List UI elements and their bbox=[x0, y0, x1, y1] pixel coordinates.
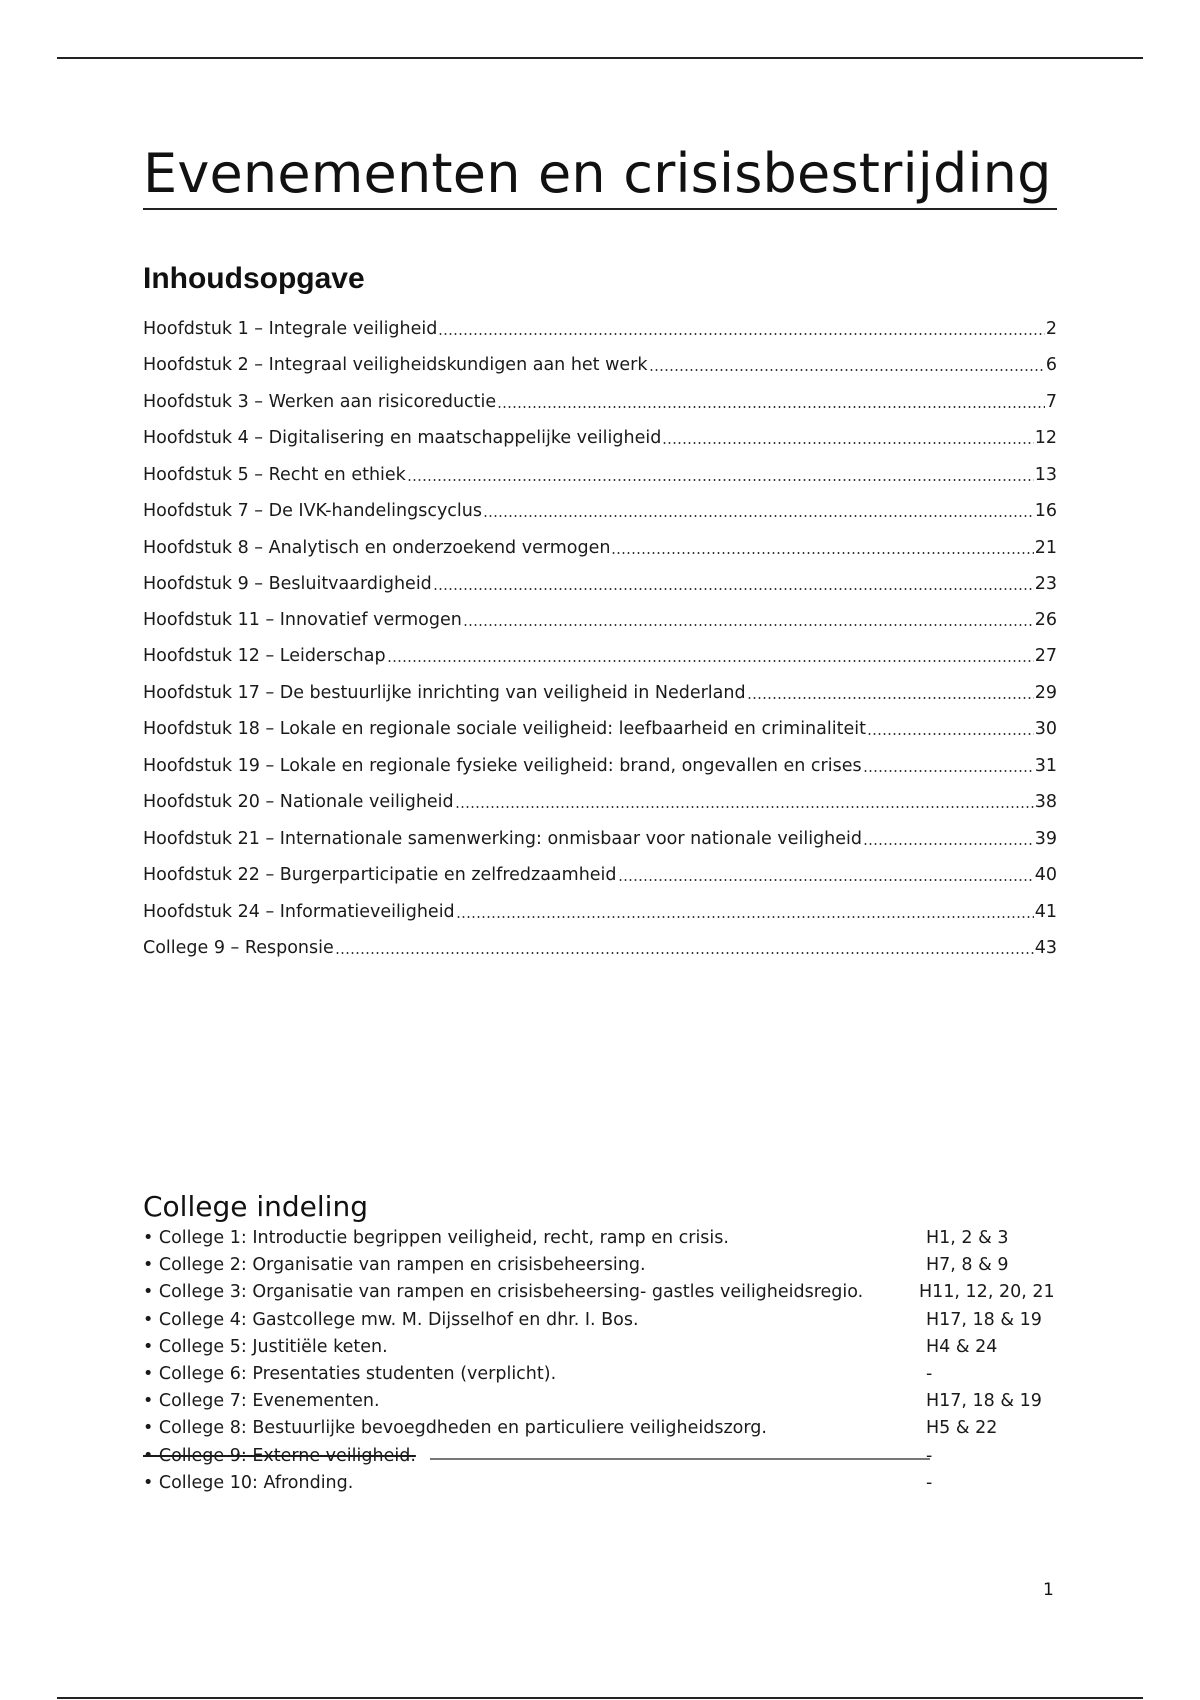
college-item-text: • College 8: Bestuurlijke bevoegdheden en particuliere veiligheidszorg. bbox=[143, 1418, 767, 1439]
college-item bbox=[143, 1473, 1057, 1499]
toc-dot-leader bbox=[456, 916, 1034, 918]
toc-entry-label: College 9 – Responsie bbox=[143, 938, 334, 958]
college-item-text: • College 7: Evenementen. bbox=[143, 1391, 380, 1412]
toc-entry[interactable] bbox=[143, 495, 1057, 521]
college-item-text: • College 1: Introductie begrippen veiligheid, recht, ramp en crisis. bbox=[143, 1228, 729, 1248]
toc-dot-leader bbox=[863, 843, 1034, 845]
toc-entry-page: 6 bbox=[1045, 355, 1057, 375]
toc-entry-label: Hoofdstuk 20 – Nationale veiligheid bbox=[143, 792, 454, 812]
toc-entry[interactable] bbox=[143, 896, 1057, 922]
toc-entry-page: 27 bbox=[1034, 646, 1057, 666]
toc-dot-leader bbox=[335, 952, 1034, 954]
toc-dot-leader bbox=[649, 369, 1045, 371]
toc-entry-page: 2 bbox=[1045, 319, 1057, 339]
college-item-text: • College 2: Organisatie van rampen en crisisbeheersing. bbox=[143, 1255, 646, 1276]
toc-entry-page: 41 bbox=[1034, 902, 1057, 922]
toc-entry-page: 29 bbox=[1034, 683, 1057, 703]
toc-entry[interactable] bbox=[143, 422, 1057, 448]
toc-dot-leader bbox=[387, 660, 1034, 662]
college-item bbox=[143, 1310, 1057, 1336]
toc-entry[interactable] bbox=[143, 640, 1057, 666]
toc-entry-page: 21 bbox=[1034, 538, 1057, 558]
toc-entry[interactable] bbox=[143, 568, 1057, 594]
document-title: Evenementen en crisisbestrijding bbox=[143, 142, 1057, 210]
college-item-chapters: H7, 8 & 9 bbox=[926, 1255, 1009, 1276]
college-item-text: • College 3: Organisatie van rampen en crisisbeheersing- gastles veiligheidsregio. bbox=[143, 1282, 864, 1303]
toc-entry-page: 23 bbox=[1034, 574, 1057, 594]
toc-dot-leader bbox=[438, 333, 1044, 335]
college-item bbox=[143, 1446, 1057, 1472]
toc-entry-label: Hoofdstuk 18 – Lokale en regionale sociale veiligheid: leefbaarheid en criminaliteit bbox=[143, 719, 866, 739]
college-heading: College indeling bbox=[143, 1190, 368, 1223]
college-item bbox=[143, 1418, 1057, 1444]
toc-entry-page: 38 bbox=[1034, 792, 1057, 812]
college-item-text: • College 5: Justitiële keten. bbox=[143, 1336, 388, 1357]
toc-dot-leader bbox=[407, 479, 1034, 481]
toc-entry[interactable] bbox=[143, 386, 1057, 412]
college-item bbox=[143, 1228, 1057, 1254]
toc-dot-leader bbox=[497, 406, 1045, 408]
college-item-chapters: H5 & 22 bbox=[926, 1418, 998, 1439]
college-item-text: • College 6: Presentaties studenten (verplicht). bbox=[143, 1364, 557, 1384]
toc-entry-label: Hoofdstuk 1 – Integrale veiligheid bbox=[143, 319, 438, 339]
footer-rule bbox=[57, 1697, 1143, 1699]
toc-dot-leader bbox=[747, 697, 1034, 699]
toc-entry[interactable] bbox=[143, 313, 1057, 339]
toc-entry[interactable] bbox=[143, 349, 1057, 375]
toc-entry-page: 30 bbox=[1034, 719, 1057, 739]
toc-entry[interactable] bbox=[143, 532, 1057, 558]
college-item bbox=[143, 1255, 1057, 1281]
college-item-chapters: - bbox=[926, 1364, 933, 1384]
toc-dot-leader bbox=[611, 552, 1033, 554]
college-item bbox=[143, 1364, 1057, 1390]
toc-entry[interactable] bbox=[143, 859, 1057, 885]
toc-dot-leader bbox=[863, 770, 1034, 772]
toc-entry-label: Hoofdstuk 17 – De bestuurlijke inrichting van veiligheid in Nederland bbox=[143, 683, 746, 703]
toc-entry-page: 26 bbox=[1034, 610, 1057, 630]
toc-entry-label: Hoofdstuk 7 – De IVK-handelingscyclus bbox=[143, 501, 483, 521]
college-item-chapters: H17, 18 & 19 bbox=[926, 1391, 1042, 1412]
toc-entry-label: Hoofdstuk 2 – Integraal veiligheidskundigen aan het werk bbox=[143, 355, 648, 375]
toc-entry-label: Hoofdstuk 22 – Burgerparticipatie en zelfredzaamheid bbox=[143, 865, 617, 885]
toc-entry-page: 39 bbox=[1034, 829, 1057, 849]
toc-entry-label: Hoofdstuk 8 – Analytisch en onderzoekend vermogen bbox=[143, 538, 611, 558]
toc-entry[interactable] bbox=[143, 786, 1057, 812]
toc-entry-label: Hoofdstuk 5 – Recht en ethiek bbox=[143, 465, 406, 485]
toc-entry-label: Hoofdstuk 11 – Innovatief vermogen bbox=[143, 610, 462, 630]
toc-heading: Inhoudsopgave bbox=[143, 262, 365, 295]
toc-entry[interactable] bbox=[143, 677, 1057, 703]
toc-entry-page: 40 bbox=[1034, 865, 1057, 885]
toc-entry-label: Hoofdstuk 4 – Digitalisering en maatschappelijke veiligheid bbox=[143, 428, 662, 448]
toc-dot-leader bbox=[662, 442, 1033, 444]
college-item-chapters: - bbox=[926, 1472, 933, 1493]
college-item bbox=[143, 1282, 1057, 1308]
toc-entry-label: Hoofdstuk 24 – Informatieveiligheid bbox=[143, 902, 455, 922]
college-item-text: • College 9: Externe veiligheid. bbox=[143, 1445, 416, 1466]
college-item-chapters: H4 & 24 bbox=[926, 1336, 998, 1357]
page-number: 1 bbox=[1043, 1580, 1054, 1600]
toc-entry-label: Hoofdstuk 21 – Internationale samenwerking: onmisbaar voor nationale veiligheid bbox=[143, 829, 863, 849]
toc-entry[interactable] bbox=[143, 823, 1057, 849]
toc-entry-page: 13 bbox=[1034, 465, 1057, 485]
toc-entry-page: 16 bbox=[1034, 501, 1057, 521]
toc-dot-leader bbox=[483, 515, 1034, 517]
toc-entry[interactable] bbox=[143, 713, 1057, 739]
toc-dot-leader bbox=[455, 806, 1034, 808]
college-item-chapters: - bbox=[926, 1445, 933, 1466]
toc-entry-label: Hoofdstuk 19 – Lokale en regionale fysieke veiligheid: brand, ongevallen en crises bbox=[143, 756, 862, 776]
toc-entry-page: 7 bbox=[1045, 392, 1057, 412]
toc-entry-page: 12 bbox=[1034, 428, 1057, 448]
strikethrough-line bbox=[430, 1458, 930, 1460]
college-item-text: • College 4: Gastcollege mw. M. Dijsselhof en dhr. I. Bos. bbox=[143, 1309, 639, 1330]
toc-entry-label: Hoofdstuk 12 – Leiderschap bbox=[143, 646, 386, 666]
toc-entry-label: Hoofdstuk 9 – Besluitvaardigheid bbox=[143, 574, 432, 594]
toc-entry[interactable] bbox=[143, 932, 1057, 958]
toc-entry-label: Hoofdstuk 3 – Werken aan risicoreductie bbox=[143, 392, 497, 412]
toc-dot-leader bbox=[618, 879, 1034, 881]
college-item-text: • College 10: Afronding. bbox=[143, 1472, 354, 1493]
toc-dot-leader bbox=[867, 733, 1034, 735]
toc-entry[interactable] bbox=[143, 750, 1057, 776]
college-item bbox=[143, 1337, 1057, 1363]
toc-dot-leader bbox=[463, 624, 1034, 626]
college-item-chapters: H1, 2 & 3 bbox=[926, 1228, 1009, 1248]
toc-entry-page: 43 bbox=[1034, 938, 1057, 958]
toc-entry[interactable] bbox=[143, 604, 1057, 630]
toc-dot-leader bbox=[433, 588, 1034, 590]
college-item bbox=[143, 1391, 1057, 1417]
college-item-chapters: H17, 18 & 19 bbox=[926, 1309, 1042, 1330]
toc-entry[interactable] bbox=[143, 459, 1057, 485]
college-item-chapters: H11, 12, 20, 21 bbox=[919, 1282, 1055, 1303]
header-rule bbox=[57, 57, 1143, 59]
toc-entry-page: 31 bbox=[1034, 756, 1057, 776]
